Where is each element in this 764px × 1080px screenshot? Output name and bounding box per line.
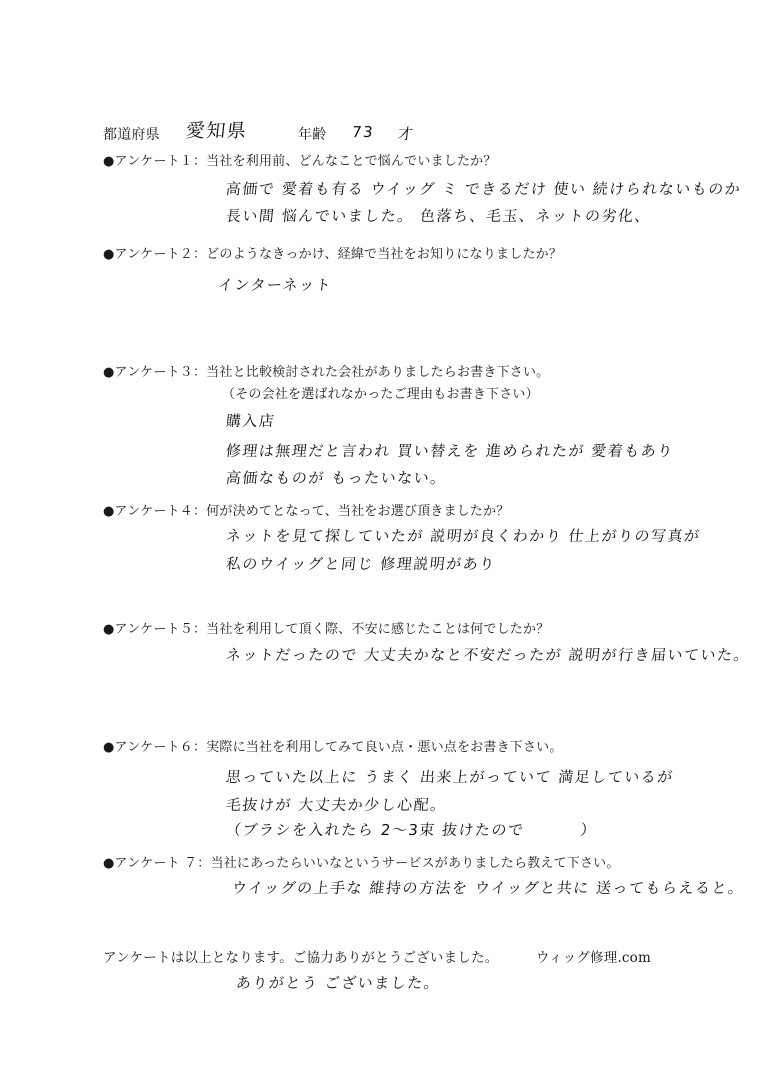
prefecture-value: 愛知県 <box>184 120 249 142</box>
question-1-label: ●アンケート１：当社を利用前、どんなことで悩んでいましたか？ <box>103 154 497 169</box>
question-7-label: ●アンケート ７：当社にあったらいいなというサービスがありましたら教えて下さい。 <box>103 856 620 871</box>
question-4-answer-line-1: ネットを見て探していたが 説明が良くわかり 仕上がりの写真が <box>225 527 702 545</box>
question-4-answer-line-2: 私のウイッグと同じ 修理説明があり <box>225 555 497 573</box>
question-6-answer-line-3: （ブラシを入れたら 2〜3束 抜けたので ） <box>225 821 598 839</box>
age-unit: 才 <box>397 125 416 143</box>
question-3-sublabel: （その会社を選ばれなかったご理由もお書き下さい） <box>222 387 539 402</box>
question-5-label: ●アンケート５：当社を利用して頂く際、不安に感じたことは何でしたか？ <box>103 622 550 637</box>
age-value: 73 <box>351 123 376 141</box>
question-3-answer-line-3: 高価なものが もったいない。 <box>225 469 448 487</box>
question-5-answer-line-1: ネットだったので 大丈夫かなと不安だったが 説明が行き届いていた。 <box>225 646 751 664</box>
question-3-answer-line-2: 修理は無理だと言われ 買い替えを 進められたが 愛着もあり <box>225 442 675 460</box>
question-7-answer-line-1: ウイッグの上手な 維持の方法を ウイッグと共に 送ってもらえると。 <box>231 879 746 897</box>
question-1-answer-line-1: 高価で 愛着も有る ウイッグ ミ できるだけ 使い 続けられないものか <box>225 180 743 198</box>
question-2-label: ●アンケート２：どのようなきっかけ、経緯で当社をお知りになりましたか？ <box>103 247 563 262</box>
closing-text: アンケートは以上となります。ご協力ありがとうございました。 <box>103 950 499 966</box>
question-6-answer-line-2: 毛抜けが 大丈夫か少し心配。 <box>225 796 448 814</box>
question-6-answer-line-1: 思っていた以上に うまく 出来上がっていて 満足しているが <box>225 768 675 786</box>
age-label: 年齢 <box>298 127 327 143</box>
question-6-label: ●アンケート６：実際に当社を利用してみて良い点・悪い点をお書き下さい。 <box>103 740 563 755</box>
question-2-answer-line-1: インターネット <box>217 276 334 294</box>
question-1-answer-line-2: 長い間 悩んでいました。 色落ち、毛玉、ネットの劣化、 <box>225 207 652 225</box>
question-3-label: ●アンケート３：当社と比較検討された会社がありましたらお書き下さい。 <box>103 365 550 380</box>
prefecture-label: 都道府県 <box>103 127 160 143</box>
question-3-answer-line-1: 購入店 <box>225 412 277 430</box>
brand-name: ウィッグ修理.com <box>536 950 651 966</box>
question-4-label: ●アンケート４：何が決めてとなって、当社をお選び頂きましたか？ <box>103 504 510 519</box>
handwritten-thanks: ありがとう ございました。 <box>235 974 442 992</box>
